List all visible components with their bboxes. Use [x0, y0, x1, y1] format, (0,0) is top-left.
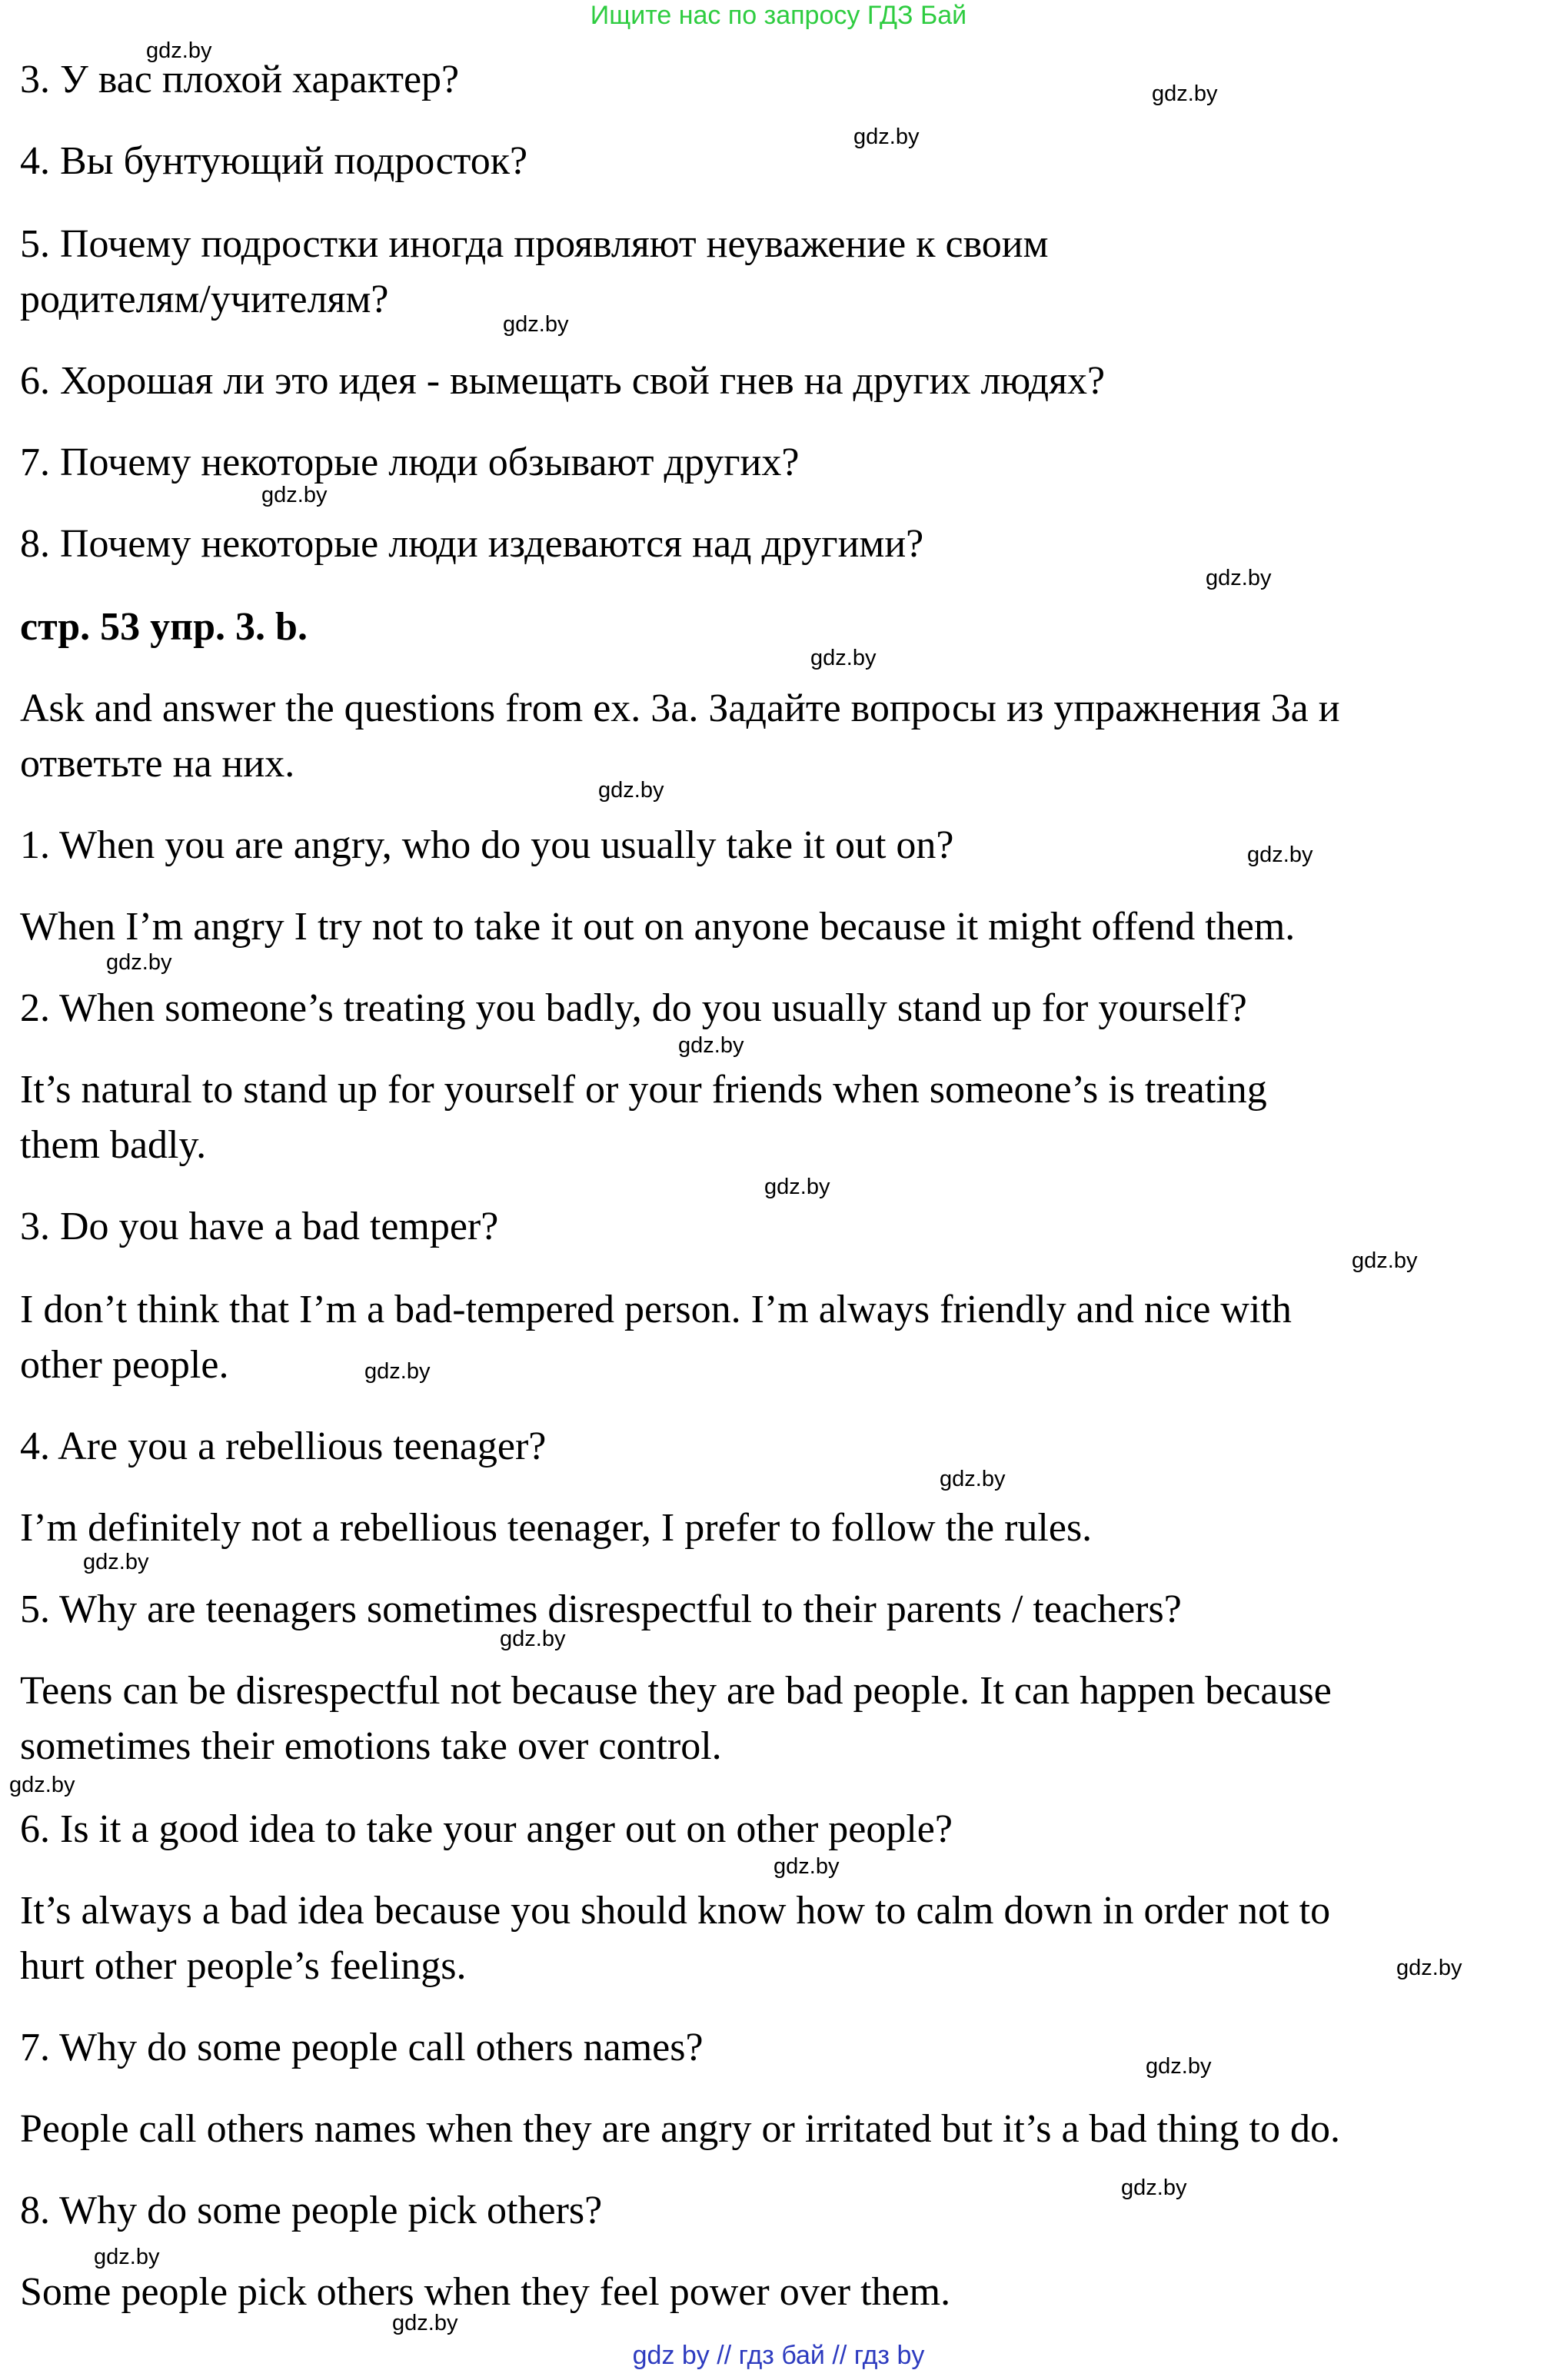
watermark: gdz.by [503, 312, 569, 337]
search-banner: Ищите нас по запросу ГДЗ Бай [590, 1, 967, 30]
ru-question-4: 4. Вы бунтующий подросток? [20, 139, 528, 183]
watermark: gdz.by [1247, 843, 1313, 867]
question-5: 5. Why are teenagers sometimes disrespectful to their parents / teachers? [20, 1587, 1182, 1631]
watermark: gdz.by [1152, 81, 1218, 106]
watermark: gdz.by [1146, 2054, 1212, 2079]
watermark: gdz.by [9, 1773, 75, 1797]
watermark: gdz.by [853, 125, 920, 149]
watermark: gdz.by [678, 1033, 744, 1058]
watermark: gdz.by [810, 646, 877, 670]
instruction-line-2: ответьте на них. [20, 742, 295, 786]
question-3: 3. Do you have a bad temper? [20, 1205, 499, 1248]
ru-question-8: 8. Почему некоторые люди издеваются над другими? [20, 522, 924, 566]
question-6: 6. Is it a good idea to take your anger out on other people? [20, 1807, 953, 1851]
watermark: gdz.by [940, 1467, 1006, 1491]
answer-7: People call others names when they are angry or irritated but it’s a bad thing to do. [20, 2107, 1340, 2151]
watermark: gdz.by [146, 38, 212, 63]
answer-4: I’m definitely not a rebellious teenager, I prefer to follow the rules. [20, 1506, 1093, 1550]
answer-1: When I’m angry I try not to take it out on anyone because it might offend them. [20, 905, 1296, 949]
watermark: gdz.by [364, 1359, 431, 1384]
ru-question-7: 7. Почему некоторые люди обзывают других? [20, 440, 800, 484]
answer-8: Some people pick others when they feel power over them. [20, 2270, 951, 2314]
answer-5-line-2: sometimes their emotions take over control. [20, 1724, 722, 1768]
answer-3-line-2: other people. [20, 1343, 229, 1387]
question-4: 4. Are you a rebellious teenager? [20, 1424, 547, 1468]
footer-links: gdz by // гдз бай // гдз by [632, 2341, 925, 2370]
watermark: gdz.by [500, 1627, 566, 1651]
watermark: gdz.by [1121, 2176, 1187, 2200]
question-1: 1. When you are angry, who do you usually take it out on? [20, 823, 954, 867]
answer-2-line-1: It’s natural to stand up for yourself or your friends when someone’s is treating [20, 1068, 1267, 1112]
question-8: 8. Why do some people pick others? [20, 2189, 603, 2232]
watermark: gdz.by [764, 1175, 830, 1199]
watermark: gdz.by [261, 483, 328, 507]
watermark: gdz.by [1396, 1956, 1462, 1980]
watermark: gdz.by [392, 2311, 458, 2335]
watermark: gdz.by [106, 950, 172, 975]
ru-question-3: 3. У вас плохой характер? [20, 58, 460, 101]
question-2: 2. When someone’s treating you badly, do you usually stand up for yourself? [20, 986, 1247, 1030]
answer-3-line-1: I don’t think that I’m a bad-tempered person. I’m always friendly and nice with [20, 1288, 1292, 1331]
watermark: gdz.by [774, 1854, 840, 1879]
section-heading: стр. 53 упр. 3. b. [20, 605, 308, 649]
answer-6-line-1: It’s always a bad idea because you should know how to calm down in order not to [20, 1889, 1331, 1933]
ru-question-6: 6. Хорошая ли это идея - вымещать свой гнев на других людях? [20, 359, 1106, 403]
answer-5-line-1: Teens can be disrespectful not because they are bad people. It can happen because [20, 1669, 1332, 1713]
answer-6-line-2: hurt other people’s feelings. [20, 1944, 467, 1988]
watermark: gdz.by [83, 1550, 149, 1574]
ru-question-5-line-1: 5. Почему подростки иногда проявляют неуважение к своим [20, 222, 1049, 266]
watermark: gdz.by [1206, 566, 1272, 590]
instruction-line-1: Ask and answer the questions from ex. 3a. Задайте вопросы из упражнения 3а и [20, 686, 1340, 730]
watermark: gdz.by [94, 2245, 160, 2269]
watermark: gdz.by [1352, 1248, 1418, 1273]
answer-2-line-2: them badly. [20, 1123, 207, 1167]
ru-question-5-line-2: родителям/учителям? [20, 278, 389, 321]
watermark: gdz.by [598, 778, 664, 803]
question-7: 7. Why do some people call others names? [20, 2026, 704, 2069]
